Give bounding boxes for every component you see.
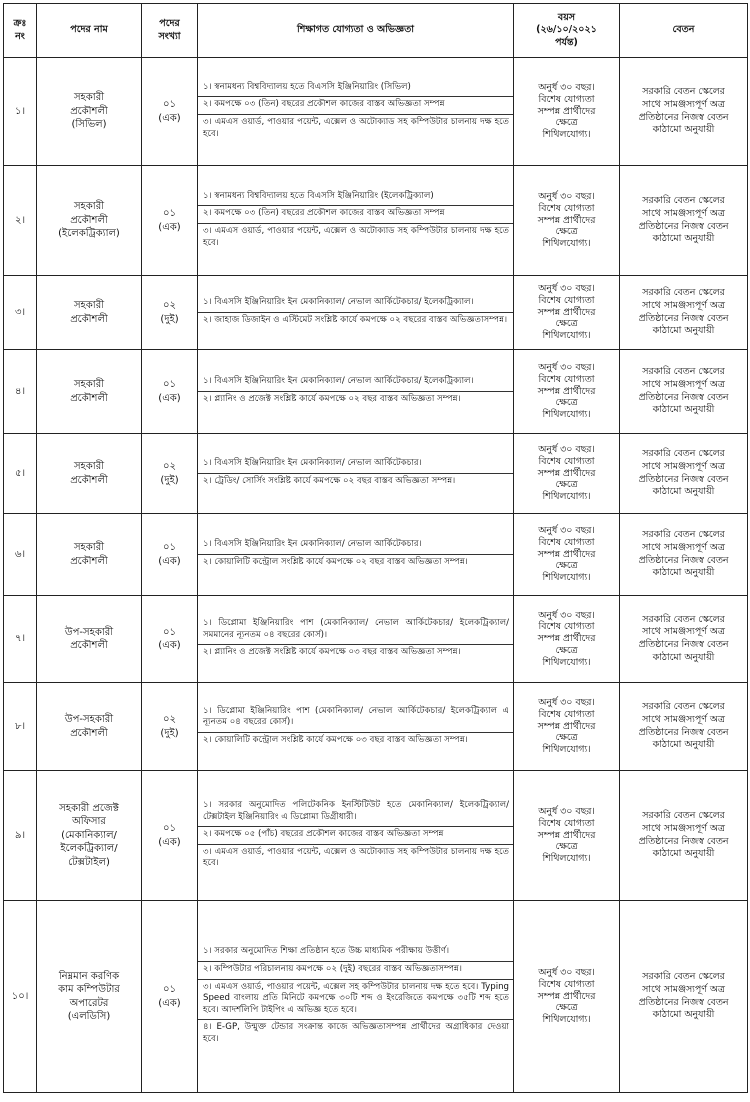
post-name bbox=[37, 683, 142, 771]
age-limit-line: সম্পন্ন প্রার্থীদের bbox=[537, 633, 596, 645]
post-count-line: (এক) bbox=[158, 555, 181, 567]
age-limit-line: অনুর্ধ ৩০ বছর। bbox=[538, 609, 595, 621]
age-limit bbox=[514, 434, 620, 514]
age-limit-line: ক্ষেত্রে bbox=[555, 644, 578, 656]
post-name-line: উপ-সহকারী bbox=[64, 714, 114, 725]
post-count-line: (এক) bbox=[158, 640, 181, 651]
qualification-cell bbox=[198, 166, 514, 276]
salary-line: সাথে সামঞ্জস্যপূর্ণ অত্র bbox=[642, 541, 725, 553]
post-name bbox=[37, 58, 142, 166]
salary-line: কাঠামো অনুযায়ী bbox=[652, 325, 715, 337]
salary-line: সাথে সামঞ্জস্যপূর্ণ অত্র bbox=[642, 299, 725, 311]
post-name-line: নিম্নমান করণিক bbox=[58, 970, 120, 982]
qualification-item: ১। ডিপ্লোমা ইঞ্জিনিয়ারিং পাশ (মেকানিক্যাল/ নেভাল আর্কিটেকচার/ ইলেকট্রিক্যাল এ ন্যূনতম ০৪ বছরের কোর্স)। bbox=[203, 705, 509, 728]
salary-line: প্রতিষ্ঠানের নিজস্ব বেতন bbox=[638, 312, 729, 324]
age-limit-line: ক্ষেত্রে bbox=[555, 117, 578, 129]
post-count bbox=[142, 434, 198, 514]
post-count bbox=[142, 683, 198, 771]
qualification-item: ১। বিএসসি ইঞ্জিনিয়ারিং ইন মেকানিক্যাল/ নেভাল আর্কিটেকচার। bbox=[203, 539, 422, 550]
post-count-line: ০১ bbox=[163, 208, 176, 219]
age-limit-line: বিশেষ যোগ্যতা bbox=[538, 817, 595, 829]
serial-number: ৯। bbox=[4, 771, 37, 901]
age-limit-line: সম্পন্ন প্রার্থীদের bbox=[537, 467, 596, 479]
salary-line: প্রতিষ্ঠানের নিজস্ব বেতন bbox=[638, 111, 729, 123]
age-limit bbox=[514, 350, 620, 434]
age-limit-line: বিশেষ যোগ্যতা bbox=[538, 202, 595, 214]
age-limit-line: শিথিলযোগ্য। bbox=[542, 744, 591, 756]
qualification-item: ১। ডিপ্লোমা ইঞ্জিনিয়ারিং পাশ (মেকানিক্যাল/ নেভাল আর্কিটেকচার/ ইলেকট্রিক্যাল/ সমমানের ন্যূনতম ০৪ বছরের কোর্স)। bbox=[203, 618, 509, 640]
table-row bbox=[4, 434, 748, 514]
age-limit-line: ক্ষেত্রে bbox=[555, 318, 578, 330]
age-limit-line: সম্পন্ন প্রার্থীদের bbox=[537, 829, 596, 841]
post-count-line: ০১ bbox=[163, 626, 176, 638]
age-limit-line: বিশেষ যোগ্যতা bbox=[538, 621, 595, 633]
age-limit-line: বিশেষ যোগ্যতা bbox=[538, 93, 595, 105]
age-limit-line: সম্পন্ন প্রার্থীদের bbox=[537, 105, 596, 117]
salary-line: কাঠামো অনুযায়ী bbox=[652, 567, 715, 579]
age-limit-line: ক্ষেত্রে bbox=[555, 560, 578, 572]
salary-info bbox=[620, 58, 748, 166]
post-count-line: (দুই) bbox=[160, 474, 179, 486]
header-post-count: পদের সংখ্যা bbox=[142, 4, 198, 58]
post-name-line: প্রকৌশলী bbox=[70, 555, 108, 567]
salary-line: সাথে সামঞ্জস্যপূর্ণ অত্র bbox=[642, 207, 725, 219]
post-count-line: (এক) bbox=[158, 392, 181, 404]
qualification-item: ৪। E-GP, উন্মুক্ত টেন্ডার সংক্রান্ত কাজে অভিজ্ঞতাসম্পন্ন প্রার্থীদের অগ্রাধিকার দেওয়া হবে। bbox=[198, 1019, 513, 1048]
salary-info bbox=[620, 596, 748, 683]
age-limit-line: সম্পন্ন প্রার্থীদের bbox=[537, 306, 596, 318]
post-count bbox=[142, 771, 198, 901]
salary-line: সাথে সামঞ্জস্যপূর্ণ অত্র bbox=[642, 983, 725, 995]
table-body bbox=[4, 58, 748, 1093]
post-count bbox=[142, 350, 198, 434]
header-row bbox=[4, 4, 748, 58]
age-limit-line: ক্ষেত্রে bbox=[555, 226, 578, 238]
age-limit bbox=[514, 683, 620, 771]
post-name-line: (সিভিল) bbox=[71, 119, 107, 131]
age-limit-line: অনুর্ধ ৩০ বছর। bbox=[538, 525, 595, 537]
qualification-item: ১। স্বনামধন্য বিশ্ববিদ্যালয় হতে বিএসসি ইঞ্জিনিয়ারিং (সিভিল) bbox=[203, 81, 411, 92]
age-limit-line: ক্ষেত্রে bbox=[555, 1002, 578, 1014]
age-limit bbox=[514, 771, 620, 901]
post-name bbox=[37, 350, 142, 434]
salary-line: প্রতিষ্ঠানের নিজস্ব বেতন bbox=[638, 639, 729, 650]
age-limit-line: সম্পন্ন প্রার্থীদের bbox=[537, 214, 596, 226]
serial-number: ৮। bbox=[4, 683, 37, 771]
age-limit-line: অনুর্ধ ৩০ বছর। bbox=[538, 806, 595, 818]
post-name-line: প্রকৌশলী bbox=[70, 727, 108, 739]
serial-number: ৫। bbox=[4, 434, 37, 514]
age-limit bbox=[514, 276, 620, 350]
age-limit-line: অনুর্ধ ৩০ বছর। bbox=[538, 191, 595, 203]
qualification-item: ১। সরকার অনুমোদিত পলিটেকনিক ইনস্টিটিউট হতে মেকানিক্যাল/ ইলেকট্রিক্যাল/ টেক্সটাইল ইঞ্জিনিয়ারিং এ ডিপ্লোমা ডিগ্রীধারী। bbox=[203, 800, 509, 822]
salary-line: কাঠামো অনুযায়ী bbox=[652, 848, 715, 860]
post-count-line: ০১ bbox=[163, 379, 176, 390]
table-row bbox=[4, 596, 748, 683]
post-count-line: ০১ bbox=[163, 823, 176, 834]
table-row bbox=[4, 350, 748, 434]
qualification-item: ২। কমপক্ষে ০৩ (তিন) বছরের প্রকৌশল কাজের বাস্তব অভিজ্ঞতা সম্পন্ন bbox=[198, 205, 513, 223]
salary-line: সাথে সামঞ্জস্যপূর্ণ অত্র bbox=[642, 460, 725, 472]
post-name-line: সহকারী bbox=[73, 92, 105, 104]
age-limit-line: ক্ষেত্রে bbox=[555, 479, 578, 491]
age-limit bbox=[514, 596, 620, 683]
salary-info bbox=[620, 434, 748, 514]
salary-info bbox=[620, 901, 748, 1093]
age-limit-line: অনুর্ধ ৩০ বছর। bbox=[538, 697, 595, 709]
post-name-line: প্রকৌশলী bbox=[70, 313, 108, 325]
post-name-line: সহকারী bbox=[73, 300, 105, 311]
qualification-cell bbox=[198, 596, 514, 683]
qualification-item: ৩। এমএস ওয়ার্ড, পাওয়ার পয়েন্ট, এক্সেল ও অটোক্যাড সহ কম্পিউটার চালনায় দক্ষ হতে হবে। bbox=[198, 114, 513, 143]
age-limit-line: ক্ষেত্রে bbox=[555, 841, 578, 853]
serial-number: ৭। bbox=[4, 596, 37, 683]
post-count-line: ০২ bbox=[162, 714, 176, 725]
age-limit-line: শিথিলযোগ্য। bbox=[542, 330, 591, 342]
qualification-cell bbox=[198, 901, 514, 1093]
qualification-item: ১। সরকার অনুমোদিত শিক্ষা প্রতিষ্ঠান হতে উচ্চ মাধ্যমিক পরীক্ষায় উত্তীর্ণ। bbox=[203, 946, 450, 957]
table-row bbox=[4, 58, 748, 166]
post-count bbox=[142, 58, 198, 166]
salary-line: সরকারি বেতন স্কেলের bbox=[642, 287, 725, 299]
header-age: বয়স (২৬/১০/২০২১ পর্যন্ত) bbox=[514, 4, 620, 58]
post-name bbox=[37, 901, 142, 1093]
table-row bbox=[4, 771, 748, 901]
table-row bbox=[4, 901, 748, 1093]
age-limit-line: শিথিলযোগ্য। bbox=[542, 1014, 591, 1026]
salary-line: সরকারি বেতন স্কেলের bbox=[642, 971, 725, 983]
post-count-line: ০২ bbox=[162, 461, 176, 472]
age-limit-line: শিথিলযোগ্য। bbox=[542, 656, 591, 668]
qualification-cell bbox=[198, 514, 514, 596]
age-limit bbox=[514, 514, 620, 596]
post-count bbox=[142, 276, 198, 350]
qualification-item: ২। কমপক্ষে ০৫ (পাঁচ) বছরের প্রকৌশল কাজের বাস্তব অভিজ্ঞতা সম্পন্ন bbox=[198, 826, 513, 844]
salary-line: সাথে সামঞ্জস্যপূর্ণ অত্র bbox=[642, 626, 725, 638]
salary-line: কাঠামো অনুযায়ী bbox=[652, 739, 715, 751]
serial-number: ৩। bbox=[4, 276, 37, 350]
qualification-cell bbox=[198, 58, 514, 166]
post-count bbox=[142, 596, 198, 683]
salary-line: কাঠামো অনুযায়ী bbox=[652, 486, 715, 498]
age-limit-line: শিথিলযোগ্য। bbox=[542, 409, 591, 421]
post-count-line: (এক) bbox=[158, 112, 181, 124]
qualification-item: ৩। এমএস ওয়ার্ড, পাওয়ার পয়েন্ট, এক্সেল ও অটোক্যাড সহ কম্পিউটার চালনায় দক্ষ হতে হবে। bbox=[198, 223, 513, 252]
salary-line: প্রতিষ্ঠানের নিজস্ব বেতন bbox=[638, 726, 729, 738]
salary-line: কাঠামো অনুযায়ী bbox=[652, 404, 715, 416]
post-name-line: সহকারী bbox=[73, 542, 105, 553]
age-limit-line: বিশেষ যোগ্যতা bbox=[538, 373, 595, 385]
age-limit-line: বিশেষ যোগ্যতা bbox=[538, 536, 595, 548]
serial-number: ১০। bbox=[4, 901, 37, 1093]
post-name-line: উপ-সহকারী bbox=[64, 626, 114, 638]
post-name bbox=[37, 276, 142, 350]
post-name-line: ইলেকট্রিক্যাল/ bbox=[60, 843, 118, 855]
post-name-line: অফিসার bbox=[72, 816, 106, 828]
salary-line: সাথে সামঞ্জস্যপূর্ণ অত্র bbox=[642, 822, 725, 834]
post-name-line: কাম কম্পিউটার bbox=[58, 984, 120, 995]
age-limit-line: অনুর্ধ ৩০ বছর। bbox=[538, 283, 595, 295]
post-count-line: ০২ bbox=[162, 300, 176, 311]
post-name bbox=[37, 166, 142, 276]
header-serial: ক্রঃ নং bbox=[4, 4, 37, 58]
salary-line: সরকারি বেতন স্কেলের bbox=[642, 810, 725, 822]
salary-line: প্রতিষ্ঠানের নিজস্ব বেতন bbox=[638, 835, 729, 847]
salary-line: সরকারি বেতন স্কেলের bbox=[642, 448, 725, 460]
serial-number: ৬। bbox=[4, 514, 37, 596]
qualification-item: ২। কম্পিউটার পরিচালনায় কমপক্ষে ০২ (দুই) বছরের বাস্তব অভিজ্ঞতাসম্পন্ন। bbox=[198, 961, 513, 979]
job-circular-table bbox=[3, 3, 748, 1093]
qualification-item: ৩। এমএস ওয়ার্ড, পাওয়ার পয়েন্ট, এক্সেল সহ কম্পিউটার চালনায় দক্ষ হতে হবে। Typing Speed বাংলায় প্রতি মিনিটে কমপক্ষে ৩০টি শব্দ ও ইংরেজিতে কমপক্ষে ৩৫টি শব্দ হতে হবে। আদর্শলিপি টাইপিং এ অভিজ্ঞ হতে হবে। bbox=[198, 979, 513, 1020]
salary-line: সরকারি বেতন স্কেলের bbox=[642, 86, 725, 98]
age-limit-line: সম্পন্ন প্রার্থীদের bbox=[537, 385, 596, 397]
qualification-cell bbox=[198, 683, 514, 771]
qualification-item: ২। প্ল্যানিং ও প্রজেক্ট সংশ্লিষ্ট কার্যে কমপক্ষে ০২ বছর বাস্তব অভিজ্ঞতা সম্পন্ন। bbox=[198, 391, 513, 409]
qualification-cell bbox=[198, 350, 514, 434]
age-limit-line: শিথিলযোগ্য। bbox=[542, 853, 591, 865]
post-count-line: (এক) bbox=[158, 836, 181, 848]
qualification-item: ২। কমপক্ষে ০৩ (তিন) বছরের প্রকৌশল কাজের বাস্তব অভিজ্ঞতা সম্পন্ন bbox=[198, 96, 513, 114]
post-name bbox=[37, 771, 142, 901]
salary-line: প্রতিষ্ঠানের নিজস্ব বেতন bbox=[638, 554, 729, 566]
post-name-line: টেক্সটাইল) bbox=[68, 856, 110, 868]
age-limit-line: শিথিলযোগ্য। bbox=[542, 129, 591, 141]
serial-number: ৪। bbox=[4, 350, 37, 434]
age-limit-line: সম্পন্ন প্রার্থীদের bbox=[537, 720, 596, 732]
serial-number: ১। bbox=[4, 58, 37, 166]
post-name-line: অপারেটর bbox=[69, 997, 109, 1009]
qualification-cell bbox=[198, 276, 514, 350]
qualification-item: ২। কোয়ালিটি কন্ট্রোল সংশ্লিষ্ট কার্যে কমপক্ষে ০২ বছর বাস্তব অভিজ্ঞতা সম্পন্ন। bbox=[198, 554, 513, 572]
header-salary: বেতন bbox=[620, 4, 748, 58]
age-limit-line: বিশেষ যোগ্যতা bbox=[538, 708, 595, 720]
salary-line: প্রতিষ্ঠানের নিজস্ব বেতন bbox=[638, 996, 729, 1008]
age-limit-line: বিশেষ যোগ্যতা bbox=[538, 455, 595, 467]
salary-line: কাঠামো অনুযায়ী bbox=[652, 651, 715, 663]
post-count bbox=[142, 166, 198, 276]
salary-line: সরকারি বেতন স্কেলের bbox=[642, 529, 725, 541]
salary-line: সাথে সামঞ্জস্যপূর্ণ অত্র bbox=[642, 713, 725, 725]
age-limit-line: সম্পন্ন প্রার্থীদের bbox=[537, 548, 596, 560]
age-limit-line: অনুর্ধ ৩০ বছর। bbox=[538, 362, 595, 374]
salary-info bbox=[620, 514, 748, 596]
age-limit-line: শিথিলযোগ্য। bbox=[542, 238, 591, 250]
salary-line: প্রতিষ্ঠানের নিজস্ব বেতন bbox=[638, 473, 729, 485]
salary-info bbox=[620, 166, 748, 276]
salary-line: কাঠামো অনুযায়ী bbox=[652, 233, 715, 245]
age-limit-line: শিথিলযোগ্য। bbox=[542, 572, 591, 584]
age-limit-line: সম্পন্ন প্রার্থীদের bbox=[537, 990, 596, 1002]
qualification-cell bbox=[198, 434, 514, 514]
post-count-line: ০১ bbox=[163, 984, 176, 995]
post-count-line: (দুই) bbox=[160, 313, 179, 325]
salary-line: সরকারি বেতন স্কেলের bbox=[642, 366, 725, 378]
post-name-line: প্রকৌশলী bbox=[70, 640, 108, 651]
post-name-line: (ইলেকট্রিক্যাল) bbox=[58, 228, 120, 240]
post-name bbox=[37, 596, 142, 683]
salary-info bbox=[620, 683, 748, 771]
post-count-line: (দুই) bbox=[160, 727, 179, 739]
table-row bbox=[4, 514, 748, 596]
age-limit-line: বিশেষ যোগ্যতা bbox=[538, 978, 595, 990]
age-limit-line: ক্ষেত্রে bbox=[555, 732, 578, 744]
post-count bbox=[142, 901, 198, 1093]
qualification-item: ২। ট্রেডিং/ সোর্সিং সংশ্লিষ্ট কার্যে কমপক্ষে ০২ বছর বাস্তব অভিজ্ঞতা সম্পন্ন। bbox=[198, 473, 513, 491]
post-name-line: প্রকৌশলী bbox=[70, 214, 108, 226]
age-limit-line: অনুর্ধ ৩০ বছর। bbox=[538, 967, 595, 979]
salary-line: প্রতিষ্ঠানের নিজস্ব বেতন bbox=[638, 391, 729, 403]
post-name-line: সহকারী প্রজেক্ট bbox=[59, 802, 119, 814]
qualification-item: ২। কোয়ালিটি কন্ট্রোল সংশ্লিষ্ট কার্যে কমপক্ষে ০৩ বছর বাস্তব অভিজ্ঞতা সম্পন্ন। bbox=[198, 732, 513, 750]
age-limit bbox=[514, 166, 620, 276]
serial-number: ২। bbox=[4, 166, 37, 276]
header-post-name: পদের নাম bbox=[37, 4, 142, 58]
age-limit-line: ক্ষেত্রে bbox=[555, 397, 578, 409]
post-count bbox=[142, 514, 198, 596]
post-name-line: সহকারী bbox=[73, 461, 105, 472]
qualification-item: ১। বিএসসি ইঞ্জিনিয়ারিং ইন মেকানিক্যাল/ নেভাল আর্কিটেকচার। bbox=[203, 458, 422, 469]
post-name-line: সহকারী bbox=[73, 201, 105, 213]
table-row bbox=[4, 683, 748, 771]
post-name bbox=[37, 514, 142, 596]
post-name-line: সহকারী bbox=[73, 379, 105, 390]
age-limit bbox=[514, 58, 620, 166]
post-name bbox=[37, 434, 142, 514]
qualification-item: ১। বিএসসি ইঞ্জিনিয়ারিং ইন মেকানিক্যাল/ নেভাল আর্কিটেকচার/ ইলেকট্রিক্যাল। bbox=[203, 376, 474, 387]
post-name-line: (এলডিসি) bbox=[67, 1011, 111, 1022]
post-count-line: ০১ bbox=[163, 542, 176, 553]
header-qualification: শিক্ষাগত যোগ্যতা ও অভিজ্ঞতা bbox=[198, 4, 514, 58]
qualification-item: ৩। এমএস ওয়ার্ড, পাওয়ার পয়েন্ট, এক্সেল ও অটোক্যাড সহ কম্পিউটার চালনায় দক্ষ হতে হবে। bbox=[198, 844, 513, 873]
post-count-line: (এক) bbox=[158, 221, 181, 233]
salary-line: সরকারি বেতন স্কেলের bbox=[642, 613, 725, 625]
qualification-item: ১। স্বনামধন্য বিশ্ববিদ্যালয় হতে বিএসসি ইঞ্জিনিয়ারিং (ইলেকট্রিক্যাল) bbox=[203, 190, 434, 201]
post-name-line: প্রকৌশলী bbox=[70, 392, 108, 404]
salary-line: কাঠামো অনুযায়ী bbox=[652, 1009, 715, 1021]
post-count-line: ০১ bbox=[163, 99, 176, 110]
qualification-item: ১। বিএসসি ইঞ্জিনিয়ারিং ইন মেকানিক্যাল/ নেভাল আর্কিটেকচার/ ইলেকট্রিক্যাল। bbox=[203, 297, 474, 308]
table-row bbox=[4, 166, 748, 276]
salary-info bbox=[620, 350, 748, 434]
qualification-item: ২। জাহাজ ডিজাইন ও এস্টিমেট সংশ্লিষ্ট কার্যে কমপক্ষে ০২ বছরের বাস্তব অভিজ্ঞতাসম্পন্ন। bbox=[198, 312, 513, 330]
age-limit-line: শিথিলযোগ্য। bbox=[542, 491, 591, 503]
post-count-line: (এক) bbox=[158, 997, 181, 1009]
age-limit-line: অনুর্ধ ৩০ বছর। bbox=[538, 444, 595, 456]
age-limit bbox=[514, 901, 620, 1093]
post-name-line: প্রকৌশলী bbox=[70, 474, 108, 486]
qualification-item: ২। প্ল্যানিং ও প্রজেক্ট সংশ্লিষ্ট কার্যে কমপক্ষে ০৩ বছর বাস্তব অভিজ্ঞতা সম্পন্ন। bbox=[198, 644, 513, 662]
salary-info bbox=[620, 771, 748, 901]
age-limit-line: বিশেষ যোগ্যতা bbox=[538, 294, 595, 306]
salary-line: সরকারি বেতন স্কেলের bbox=[642, 701, 725, 713]
salary-line: প্রতিষ্ঠানের নিজস্ব বেতন bbox=[638, 220, 729, 232]
salary-line: সাথে সামঞ্জস্যপূর্ণ অত্র bbox=[642, 98, 725, 110]
qualification-cell bbox=[198, 771, 514, 901]
salary-line: সরকারি বেতন স্কেলের bbox=[642, 195, 725, 207]
table-row bbox=[4, 276, 748, 350]
salary-info bbox=[620, 276, 748, 350]
salary-line: কাঠামো অনুযায়ী bbox=[652, 124, 715, 136]
age-limit-line: অনুর্ধ ৩০ বছর। bbox=[538, 82, 595, 94]
post-name-line: (মেকানিক্যাল/ bbox=[61, 829, 117, 841]
salary-line: সাথে সামঞ্জস্যপূর্ণ অত্র bbox=[642, 378, 725, 390]
post-name-line: প্রকৌশলী bbox=[70, 105, 108, 117]
